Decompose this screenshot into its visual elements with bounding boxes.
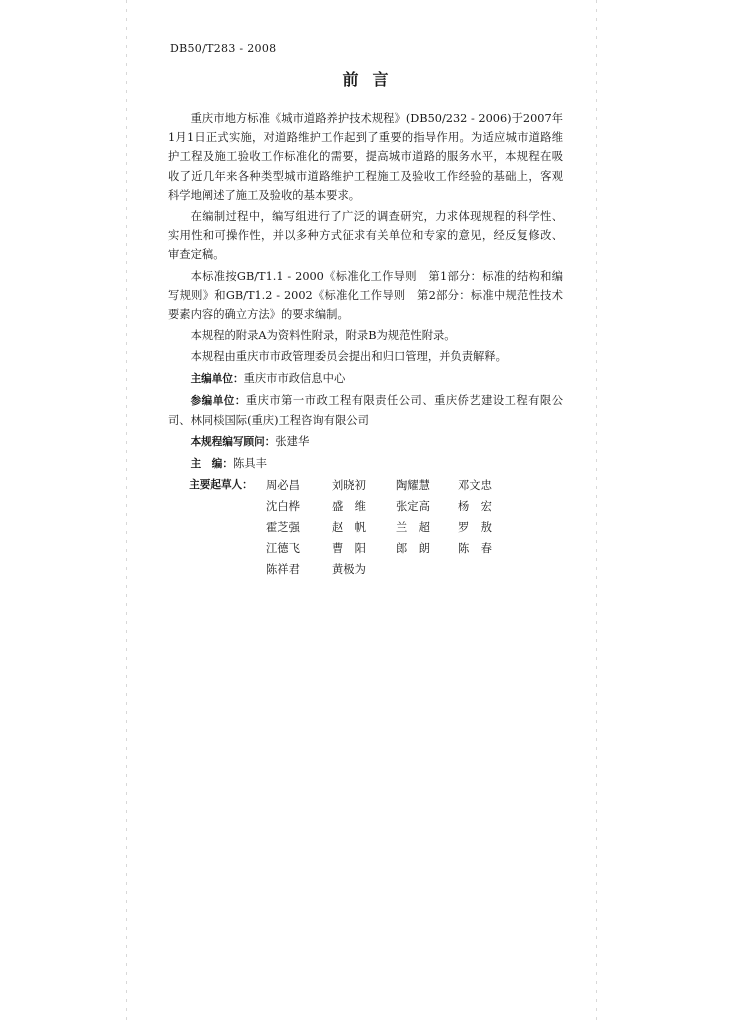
chief-unit-line bbox=[168, 369, 563, 389]
drafter-name bbox=[396, 561, 458, 578]
paragraph-process: 在编制过程中，编写组进行了广泛的调查研究，力求体现规程的科学性、实用性和可操作性，并以多种方式征求有关单位和专家的意见，经反复修改、审查定稿。 bbox=[168, 210, 563, 262]
chief-editor-value: 陈具丰 bbox=[232, 457, 267, 471]
consultant-line bbox=[168, 432, 563, 452]
drafters-label: 主要起草人： bbox=[189, 478, 253, 491]
drafter-name: 周必昌 bbox=[266, 478, 300, 492]
drafter-name: 赵 帆 bbox=[332, 520, 366, 534]
foreword-body bbox=[168, 109, 563, 578]
chief-editor-label: 主 编： bbox=[190, 458, 233, 471]
drafters-indent bbox=[168, 561, 266, 578]
drafter-name: 江德飞 bbox=[266, 541, 300, 555]
drafter-name: 张定高 bbox=[396, 499, 430, 513]
drafter-name: 郎 朗 bbox=[396, 541, 430, 555]
scan-edge-right bbox=[596, 0, 597, 1024]
chief-unit-value: 重庆市市政信息中心 bbox=[243, 371, 346, 385]
participating-units-value: 重庆市第一市政工程有限责任公司、重庆侨艺建设工程有限公司、林同棪国际(重庆)工程咨询有限公司 bbox=[168, 393, 563, 428]
drafter-name: 沈白桦 bbox=[266, 499, 300, 513]
participating-units-label: 参编单位： bbox=[190, 394, 246, 407]
drafter-name: 兰 超 bbox=[396, 520, 430, 534]
drafter-name: 曹 阳 bbox=[332, 541, 366, 555]
drafter-name: 刘晓初 bbox=[332, 478, 366, 492]
page-title: 前言 bbox=[342, 70, 403, 89]
drafter-name: 陈 春 bbox=[458, 541, 492, 555]
scan-edge-left bbox=[126, 0, 127, 1024]
drafter-name: 盛 维 bbox=[332, 499, 366, 513]
standard-code: DB50/T283 - 2008 bbox=[170, 42, 277, 55]
drafter-name: 罗 敖 bbox=[458, 520, 492, 534]
drafter-name: 陈祥君 bbox=[266, 562, 300, 576]
drafter-name: 霍芝强 bbox=[266, 520, 300, 534]
consultant-label: 本规程编写顾问： bbox=[190, 436, 276, 449]
drafters-indent bbox=[168, 498, 266, 515]
drafter-name: 杨 宏 bbox=[458, 499, 492, 513]
drafters-indent bbox=[168, 540, 266, 557]
participating-units-line bbox=[168, 391, 563, 430]
paragraph-standards: 本标准按GB/T1.1 - 2000《标准化工作导则 第1部分：标准的结构和编写规则》和GB/T1.2 - 2002《标准化工作导则 第2部分：标准中规范性技术要素内容的确立方法》的要求编制。 bbox=[168, 269, 563, 322]
paragraph-intro: 重庆市地方标准《城市道路养护技术规程》(DB50/232 - 2006)于2007年1月1日正式实施，对道路维护工作起到了重要的指导作用。为适应城市道路维护工程及施工验收工作标准化的需要，提高城市道路的服务水平，本规程在吸收了近几年来各种类型城市道路维护工程施工及验收工作经验的基础上，客观科学地阐述了施工及验收的基本要求。 bbox=[168, 112, 563, 202]
chief-unit-label: 主编单位： bbox=[190, 372, 244, 385]
paragraph-responsibility: 本规程由重庆市市政管理委员会提出和归口管理，并负责解释。 bbox=[190, 350, 507, 364]
drafter-name: 邓文忠 bbox=[458, 478, 492, 492]
drafters-grid bbox=[168, 477, 563, 578]
drafter-name: 黄极为 bbox=[332, 562, 366, 576]
drafters-indent bbox=[168, 519, 266, 536]
consultant-value: 张建华 bbox=[275, 435, 310, 449]
drafter-name: 陶耀慧 bbox=[396, 478, 430, 492]
chief-editor-line bbox=[168, 454, 563, 474]
paragraph-appendix: 本规程的附录A为资料性附录，附录B为规范性附录。 bbox=[190, 329, 456, 343]
drafter-name bbox=[458, 561, 520, 578]
